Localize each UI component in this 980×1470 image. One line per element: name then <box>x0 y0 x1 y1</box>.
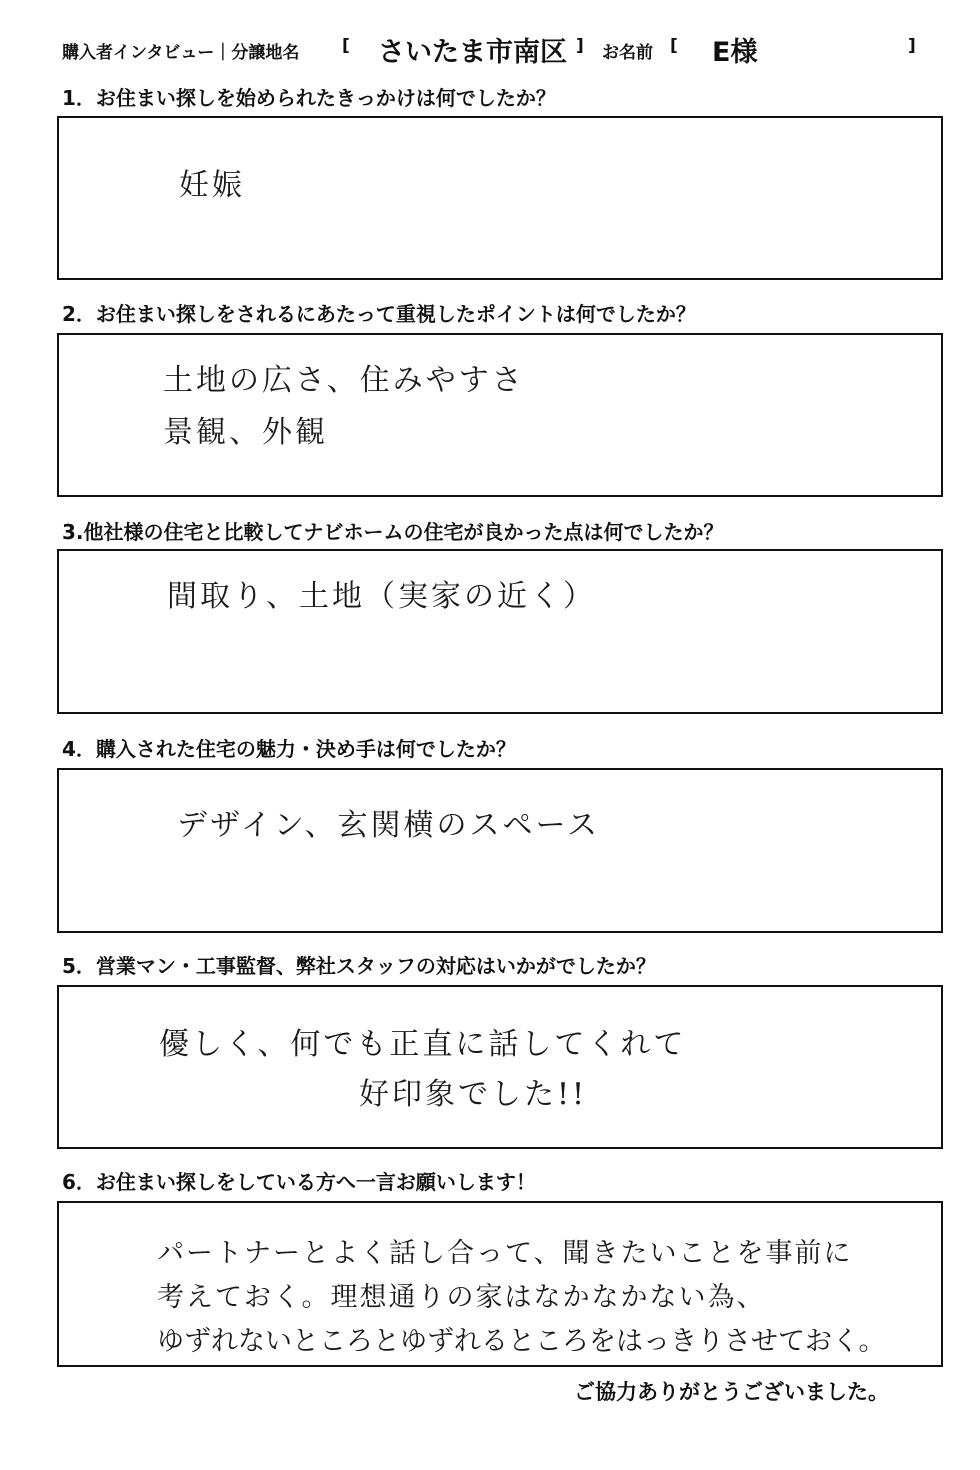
question-3: 3.他社様の住宅と比較してナビホームの住宅が良かった点は何でしたか？ <box>62 520 724 544</box>
answer-box-5 <box>57 985 943 1149</box>
question-6: 6．お住まい探しをしている方へ一言お願いします！ <box>62 1170 536 1194</box>
name-label: お名前 <box>602 43 653 63</box>
answer-box-3 <box>57 549 943 714</box>
answer-6-line-2: 考えておく。理想通りの家はなかなかない為、 <box>157 1282 766 1313</box>
area-value: さいたま市南区 <box>378 37 567 68</box>
bracket-close: ] <box>576 36 584 56</box>
answer-box-2 <box>57 333 943 497</box>
answer-6-line-3: ゆずれないところとゆずれるところをはっきりさせておく。 <box>157 1326 886 1357</box>
answer-box-4 <box>57 768 943 933</box>
form-title: 購入者インタビュー｜分譲地名 <box>62 43 300 63</box>
answer-box-1 <box>57 116 943 280</box>
name-bracket-close: ] <box>908 36 916 56</box>
thank-you-note: ご協力ありがとうございました。 <box>574 1380 889 1404</box>
answer-4-line-1: デザイン、玄関横のスペース <box>177 808 600 843</box>
question-1: 1．お住まい探しを始められたきっかけは何でしたか？ <box>62 86 556 110</box>
answer-box-6 <box>57 1201 943 1367</box>
answer-2-line-2: 景観、外観 <box>163 415 328 450</box>
bracket-open: [ <box>342 36 350 56</box>
form-header <box>62 28 942 68</box>
question-5: 5．営業マン・工事監督、弊社スタッフの対応はいかがでしたか？ <box>62 954 656 978</box>
answer-5-line-2: 好印象でした!! <box>359 1077 588 1112</box>
name-value: E様 <box>712 37 758 68</box>
name-bracket-open: [ <box>670 36 678 56</box>
question-4: 4．購入された住宅の魅力・決め手は何でしたか？ <box>62 737 516 761</box>
question-2: 2．お住まい探しをされるにあたって重視したポイントは何でしたか？ <box>62 302 696 326</box>
answer-2-line-1: 土地の広さ、住みやすさ <box>163 363 525 398</box>
answer-6-line-1: パートナーとよく話し合って、聞きたいことを事前に <box>157 1238 853 1269</box>
answer-1-line-1: 妊娠 <box>179 168 245 203</box>
answer-5-line-1: 優しく、何でも正直に話してくれて <box>159 1027 687 1062</box>
answer-3-line-1: 間取り、土地（実家の近く） <box>167 579 596 614</box>
